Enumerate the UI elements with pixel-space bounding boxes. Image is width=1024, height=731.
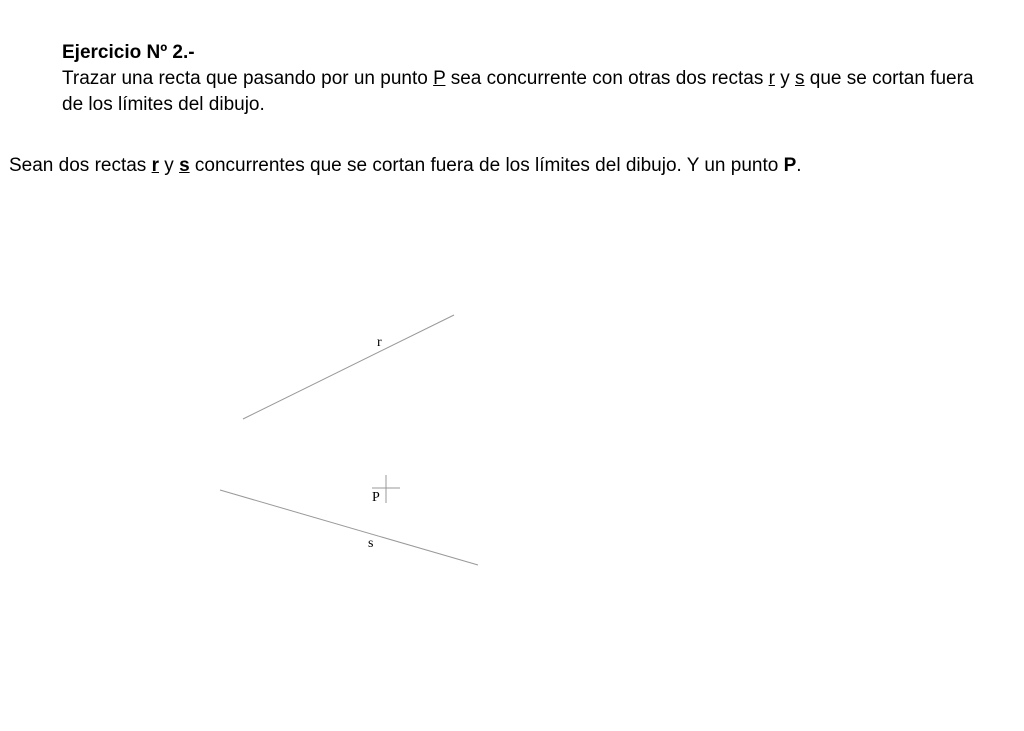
intro-text-4: . (796, 155, 802, 176)
label-s: s (368, 536, 374, 551)
intro-text-3: concurrentes que se cortan fuera de los límites del dibujo. Y un punto (189, 155, 784, 176)
statement-point-p: P (433, 68, 446, 89)
intro-line-s: s (179, 155, 190, 176)
statement-text-4: que se cortan fuera de los límites del dibujo. (62, 68, 974, 115)
statement-text-3: y (774, 68, 796, 89)
label-p: P (372, 490, 380, 505)
statement-line-r: r (768, 68, 775, 89)
intro-text-2: y (159, 155, 180, 176)
statement-line-s: s (795, 68, 805, 89)
label-r: r (377, 335, 382, 350)
line-s (220, 490, 478, 565)
exercise-title: Ejercicio Nº 2.- (62, 42, 195, 63)
intro-line-r: r (151, 155, 159, 176)
line-r (243, 315, 454, 419)
intro-point-p: P (783, 155, 797, 176)
intro-text-1: Sean dos rectas (9, 155, 152, 176)
statement-text-2: sea concurrente con otras dos rectas (445, 68, 769, 89)
statement-text-1: Trazar una recta que pasando por un punto (62, 68, 434, 89)
